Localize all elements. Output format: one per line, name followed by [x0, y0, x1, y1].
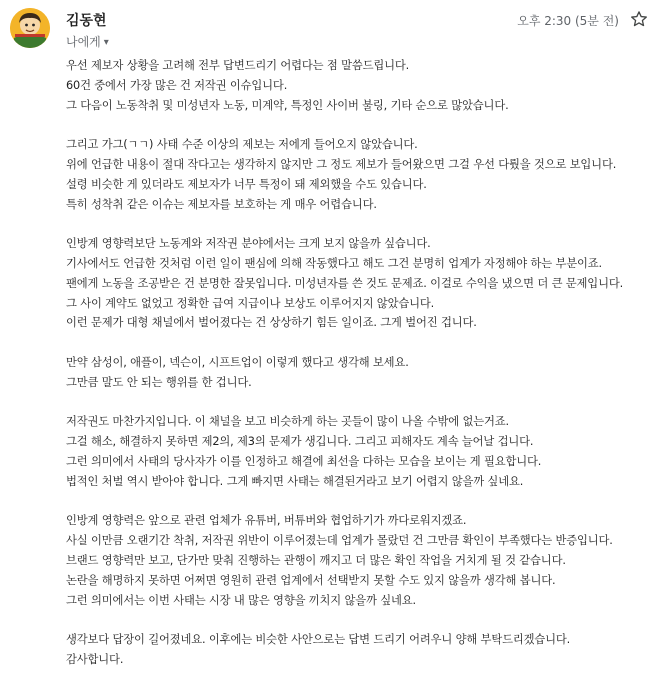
body-line: 인방계 영향력은 앞으로 관련 업체가 유튜버, 버튜버와 협업하기가 까다로워지겠죠.	[66, 514, 467, 528]
paragraph	[66, 412, 651, 491]
body-line: 그 사이 계약도 없었고 정확한 급여 지급이나 보상도 이루어지지 않았습니다.	[66, 296, 435, 310]
body-line: 팬에게 노동을 조공받은 건 분명한 잘못입니다. 미성년자를 쓴 것도 문제죠. 이걸로 수익을 냈으면 더 큰 문제입니다.	[66, 276, 624, 290]
body-line: 우선 제보자 상황을 고려해 전부 답변드리기 어렵다는 점 말씀드립니다.	[66, 59, 410, 72]
sender-name: 김동현	[66, 13, 107, 29]
paragraph	[66, 353, 651, 393]
body-line: 감사합니다.	[66, 652, 124, 666]
paragraph	[66, 56, 651, 115]
body-line: 그만큼 말도 안 되는 행위를 한 겁니다.	[66, 375, 252, 389]
body-line: 60건 중에서 가장 많은 건 저작권 이슈입니다.	[66, 78, 288, 92]
paragraph	[66, 511, 651, 610]
sender-avatar[interactable]	[10, 8, 50, 48]
avatar-illustration-icon	[10, 8, 50, 48]
body-line: 그 다음이 노동착취 및 미성년자 노동, 미계약, 특정인 사이버 불링, 기타 순으로 많았습니다.	[66, 98, 509, 112]
paragraph	[66, 234, 651, 333]
body-line: 기사에서도 언급한 것처럼 이런 일이 팬심에 의해 작동했다고 해도 그건 분명히 업계가 자정해야 하는 부분이죠.	[66, 256, 602, 270]
message-header	[0, 0, 655, 60]
body-line: 브랜드 영향력만 보고, 단가만 맞춰 진행하는 관행이 깨지고 더 많은 확인 작업을 거치게 될 것 같습니다.	[66, 553, 566, 567]
body-line: 그런 의미에서는 이번 사태는 시장 내 많은 영향을 끼치지 않을까 싶네요.	[66, 593, 416, 607]
body-line: 사실 이만큼 오랜기간 착취, 저작권 위반이 이루어졌는데 업계가 몰랐던 건 그만큼 확인이 부족했다는 반증입니다.	[66, 534, 613, 548]
body-line: 생각보다 답장이 길어졌네요. 이후에는 비슷한 사안으로는 답변 드리기 어려우니 양해 부탁드리겠습니다.	[66, 633, 571, 647]
body-line: 특히 성착취 같은 이슈는 제보자를 보호하는 게 매우 어렵습니다.	[66, 197, 377, 211]
body-line: 논란을 해명하지 못하면 어쩌면 영원히 관련 업계에서 선택받지 못할 수도 있지 않을까 생각해 봅니다.	[66, 573, 556, 587]
body-line: 저작권도 마찬가지입니다. 이 채널을 보고 비슷하게 하는 곳들이 많이 나올 수밖에 없는거죠.	[66, 415, 509, 429]
body-line: 위에 언급한 내용이 절대 작다고는 생각하지 않지만 그 정도 제보가 들어왔으면 그걸 우선 다뤘을 것으로 보입니다.	[66, 157, 617, 171]
body-line: 법적인 처벌 역시 받아야 합니다. 그게 빠지면 사태는 해결된거라고 보기 어렵지 않을까 싶네요.	[66, 474, 524, 488]
body-line: 인방계 영향력보단 노동계와 저작권 분야에서는 크게 보지 않을까 싶습니다.	[66, 237, 431, 251]
body-line: 그걸 해소, 해결하지 못하면 제2의, 제3의 문제가 생깁니다. 그리고 피해자도 계속 늘어날 겁니다.	[66, 435, 534, 449]
caret-down-icon: ▾	[103, 37, 109, 48]
body-line: 설령 비슷한 게 있더라도 제보자가 너무 특정이 돼 제외했을 수도 있습니다.	[66, 177, 427, 191]
star-icon[interactable]	[629, 9, 649, 29]
message-timestamp: 오후 2:30 (5분 전)	[517, 14, 619, 28]
body-line: 이런 문제가 대형 채널에서 벌어졌다는 건 상상하기 힘든 일이죠. 그게 벌어진 겁니다.	[66, 316, 477, 330]
paragraph	[66, 135, 651, 214]
paragraph	[66, 630, 651, 670]
recipient-dropdown[interactable]	[66, 33, 109, 50]
message-body	[66, 56, 651, 690]
body-line: 그런 의미에서 사태의 당사자가 이를 인정하고 해결에 최선을 다하는 모습을 보이는 게 필요합니다.	[66, 454, 542, 468]
body-line: 만약 삼성이, 애플이, 넥슨이, 시프트업이 이렇게 했다고 생각해 보세요.	[66, 355, 409, 369]
recipient-label: 나에게	[66, 35, 101, 49]
body-line: 그리고 가그(ㄱㄱ) 사태 수준 이상의 제보는 저에게 들어오지 않았습니다.	[66, 138, 418, 152]
